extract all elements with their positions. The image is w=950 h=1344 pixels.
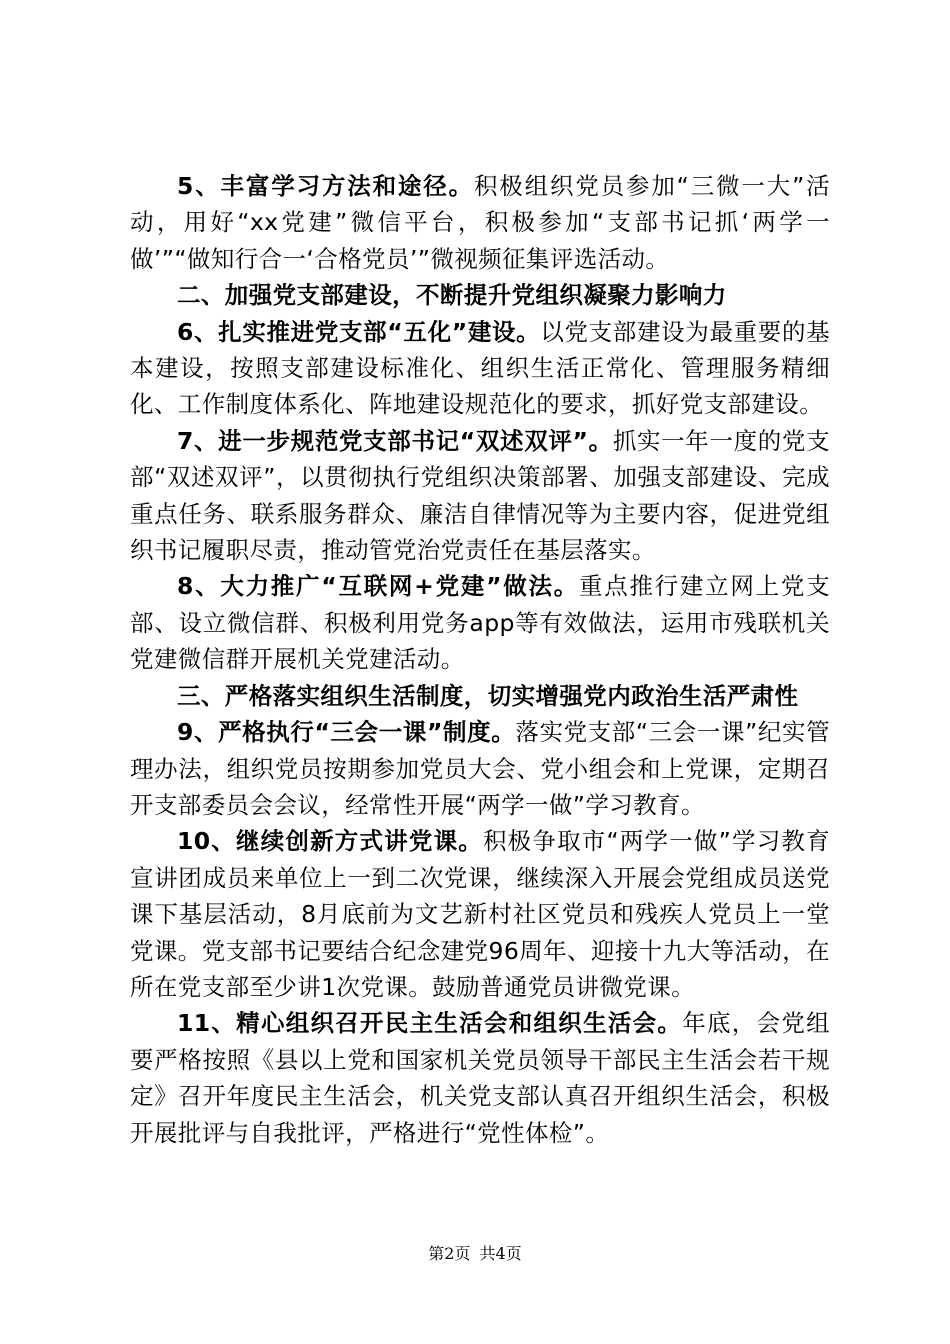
paragraph-lead: 6、扎实推进党支部“五化”建设。 bbox=[177, 317, 541, 346]
paragraph-text: 重点推行建立网上党支部、设立微信群、积极利用党务app等有效做法，运用市残联机关党建微信群开展机关党建活动。 bbox=[130, 572, 831, 674]
paragraph-item-11 bbox=[130, 1005, 830, 1151]
paragraph-lead: 9、严格执行“三会一课”制度。 bbox=[177, 718, 516, 747]
paragraph-lead: 5、丰富学习方法和途径。 bbox=[177, 172, 474, 200]
paragraph-text: 抓实一年一度的党支部“双述双评”，以贯彻执行党组织决策部署、加强支部建设、完成重点任务、联系服务群众、廉洁自律情况等为主要内容，促进党组织书记履职尽责，推动管党治党责任在基层落实。 bbox=[130, 426, 831, 565]
paragraph-item-5 bbox=[130, 168, 830, 277]
section-heading-2: 二、加强党支部建设，不断提升党组织凝聚力影响力 bbox=[177, 281, 727, 310]
section-heading-3: 三、严格落实组织生活制度，切实增强党内政治生活严肃性 bbox=[177, 681, 799, 710]
paragraph-item-7 bbox=[130, 423, 830, 569]
paragraph-text: 年底，会党组要严格按照《县以上党和国家机关党员领导干部民主生活会若干规定》召开年度民主生活会，机关党支部认真召开组织生活会，积极开展批评与自我批评，严格进行“党性体检”。 bbox=[130, 1009, 830, 1147]
paragraph-item-8 bbox=[130, 568, 830, 677]
paragraph-item-10 bbox=[130, 823, 830, 1005]
page-total: 共4页 bbox=[479, 1244, 522, 1263]
paragraph-item-6 bbox=[130, 314, 830, 423]
paragraph-lead: 8、大力推广“互联网+党建”做法。 bbox=[177, 572, 579, 601]
paragraph-item-9 bbox=[130, 714, 830, 823]
paragraph-text: 以党支部建设为最重要的基本建设，按照支部建设标准化、组织生活正常化、管理服务精细化、工作制度体系化、阵地建设规范化的要求，抓好党支部建设。 bbox=[130, 317, 830, 419]
paragraph-text: 积极争取市“两学一做”学习教育宣讲团成员来单位上一到二次党课，继续深入开展会党组成员送党课下基层活动，8月底前为文艺新村社区党员和残疾人党员上一堂党课。党支部书记要结合纪念建党96周年、迎接十九大等活动，在所在党支部至少讲1次党课。鼓励普通党员讲微党课。 bbox=[130, 827, 830, 1001]
page-number: 第2页 bbox=[428, 1244, 471, 1263]
paragraph-lead: 10、继续创新方式讲党课。 bbox=[177, 827, 483, 856]
document-body bbox=[130, 168, 830, 1151]
page-footer bbox=[0, 1244, 950, 1264]
paragraph-lead: 11、精心组织召开民主生活会和组织生活会。 bbox=[177, 1009, 683, 1038]
paragraph-lead: 7、进一步规范党支部书记“双述双评”。 bbox=[177, 426, 613, 455]
paragraph-text: 积极组织党员参加“三微一大”活动，用好“xx党建”微信平台，积极参加“支部书记抓‘两学一做’”“做知行合一‘合格党员’”微视频征集评选活动。 bbox=[130, 172, 830, 273]
paragraph-text: 落实党支部“三会一课”纪实管理办法，组织党员按期参加党员大会、党小组会和上党课，定期召开支部委员会会议，经常性开展“两学一做”学习教育。 bbox=[130, 718, 830, 819]
